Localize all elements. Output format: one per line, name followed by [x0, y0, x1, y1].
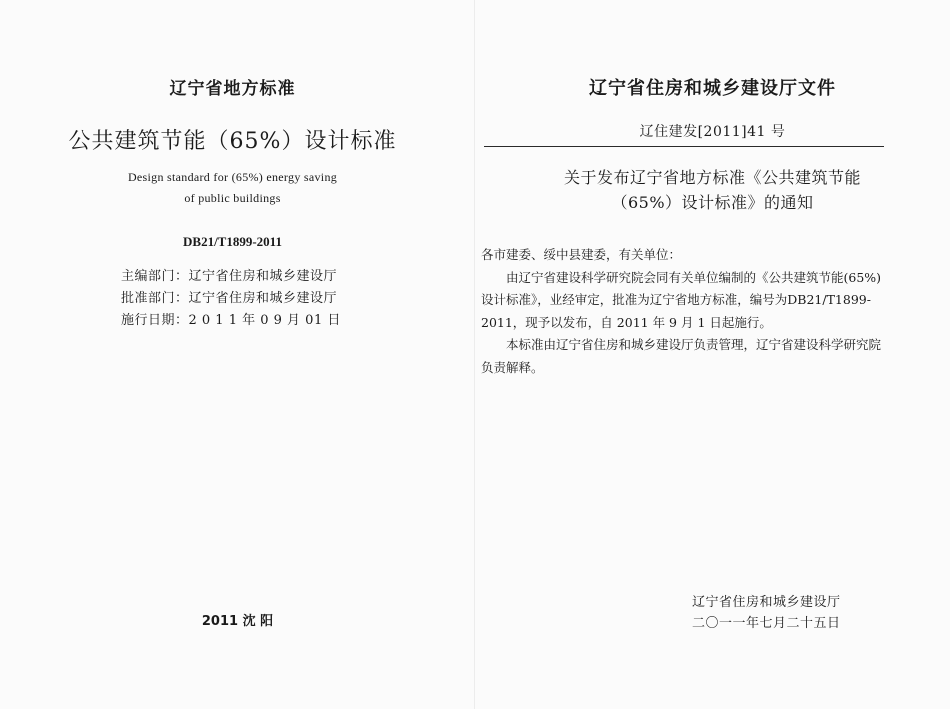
standard-code: DB21/T1899-2011	[183, 234, 282, 249]
notice-title-line-2: （65%）设计标准》的通知	[611, 193, 814, 212]
notice-title-line-1: 关于发布辽宁省地方标准《公共建筑节能	[563, 168, 861, 187]
issuer: 辽宁省住房和城乡建设厅	[692, 595, 841, 610]
issue-date: 二〇一一年七月二十五日	[692, 616, 841, 631]
effective-date: 施行日期：2 0 1 1 年 0 9 月 01 日	[121, 313, 341, 328]
body-paragraph-2: 本标准由辽宁省住房和城乡建设厅负责管理，辽宁省建设科学研究院负责解释。	[481, 337, 882, 375]
document-number: 辽住建发[2011]41 号	[639, 124, 786, 140]
document-header: 辽宁省住房和城乡建设厅文件	[589, 78, 836, 99]
notice-page	[475, 0, 950, 709]
standard-category: 辽宁省地方标准	[169, 79, 296, 99]
standard-title: 公共建筑节能（65%）设计标准	[68, 129, 397, 154]
body-paragraph-1: 由辽宁省建设科学研究院会同有关单位编制的《公共建筑节能(65%)设计标准》，业经审定，批准为辽宁省地方标准，编号为DB21/T1899-2011，现予以发布，自 2011 年 9 月 1 日起施行。	[481, 269, 882, 330]
notice-body	[481, 244, 893, 380]
header-rule	[484, 146, 884, 147]
salutation: 各市建委、绥中县建委，有关单位：	[481, 247, 682, 262]
english-title-line-2: of public buildings	[184, 191, 281, 205]
approver-department: 批准部门：辽宁省住房和城乡建设厅	[121, 291, 338, 306]
imprint: 2011 沈 阳	[201, 614, 274, 629]
english-title-line-1: Design standard for (65%) energy saving	[127, 170, 338, 184]
editor-department: 主编部门：辽宁省住房和城乡建设厅	[121, 269, 338, 284]
